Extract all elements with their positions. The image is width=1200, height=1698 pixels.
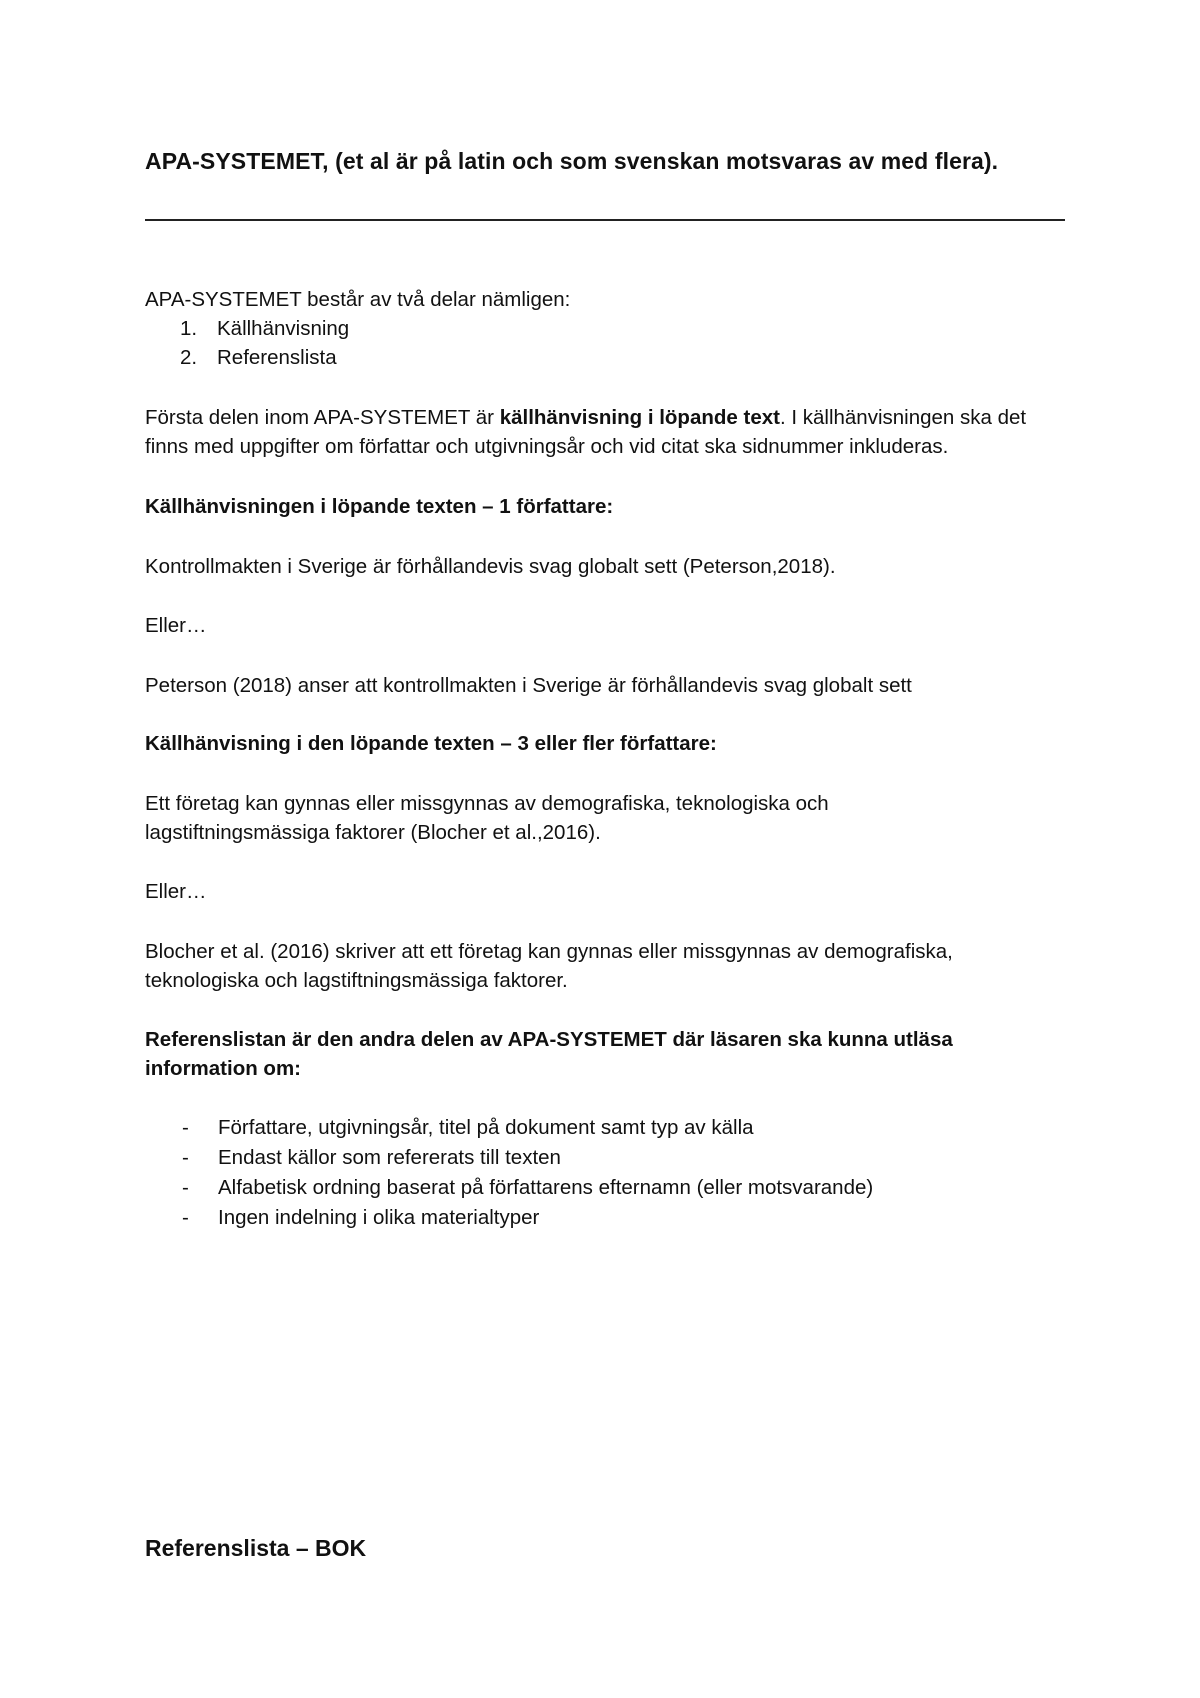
first-part-paragraph [145, 403, 1075, 461]
parts-list [180, 314, 349, 372]
reference-list-heading: Referenslistan är den andra delen av APA-SYSTEMET där läsaren ska kunna utläsa information om: [145, 1028, 953, 1080]
list-item-label: Alfabetisk ordning baserat på författarens efternamn (eller motsvarande) [218, 1176, 874, 1199]
list-item-label: Källhänvisning [217, 317, 350, 340]
example-three-authors-a: Ett företag kan gynnas eller missgynnas av demografiska, teknologiska och lagstiftningsmässiga faktorer (Blocher et al.,2016). [145, 792, 829, 844]
list-item [182, 1203, 873, 1233]
first-part-emphasis: källhänvisning i löpande text [499, 406, 780, 429]
dash-bullet: - [182, 1146, 189, 1169]
list-item [182, 1173, 873, 1203]
list-item [182, 1113, 873, 1143]
list-number: 1. [180, 317, 198, 340]
dash-bullet: - [182, 1176, 189, 1199]
list-item [180, 343, 349, 372]
list-item-label: Endast källor som refererats till texten [218, 1146, 561, 1169]
example-one-author-a: Kontrollmakten i Sverige är förhållandevis svag globalt sett (Peterson,2018). [145, 555, 836, 578]
first-part-text-end: . I källhänvisningen ska det finns med uppgifter om författar och utgivningsår och vid citat ska sidnummer inkluderas. [145, 406, 1027, 458]
list-item-label: Ingen indelning i olika materialtyper [218, 1206, 540, 1229]
reference-list-criteria [182, 1113, 873, 1233]
example-three-authors-b: Blocher et al. (2016) skriver att ett företag kan gynnas eller missgynnas av demografiska, teknologiska och lagstiftningsmässiga faktorer. [145, 940, 953, 992]
section-heading-book: Referenslista – BOK [145, 1535, 367, 1561]
example-one-author-b: Peterson (2018) anser att kontrollmakten i Sverige är förhållandevis svag globalt sett [145, 674, 912, 697]
or-separator-1: Eller… [145, 614, 207, 637]
list-item [180, 314, 349, 343]
list-item-label: Författare, utgivningsår, titel på dokument samt typ av källa [218, 1116, 754, 1139]
list-item-label: Referenslista [217, 346, 337, 369]
or-separator-2: Eller… [145, 880, 207, 903]
dash-bullet: - [182, 1206, 189, 1229]
first-part-text: Första delen inom APA-SYSTEMET är [145, 406, 500, 429]
list-number: 2. [180, 346, 198, 369]
dash-bullet: - [182, 1116, 189, 1139]
list-item [182, 1143, 873, 1173]
document-title: APA-SYSTEMET, (et al är på latin och som svenskan motsvaras av med flera). [145, 148, 999, 174]
heading-one-author: Källhänvisningen i löpande texten – 1 författare: [145, 495, 614, 518]
intro-paragraph: APA-SYSTEMET består av två delar nämligen: [145, 288, 571, 311]
heading-three-authors: Källhänvisning i den löpande texten – 3 eller fler författare: [145, 732, 717, 755]
title-divider [145, 219, 1065, 221]
